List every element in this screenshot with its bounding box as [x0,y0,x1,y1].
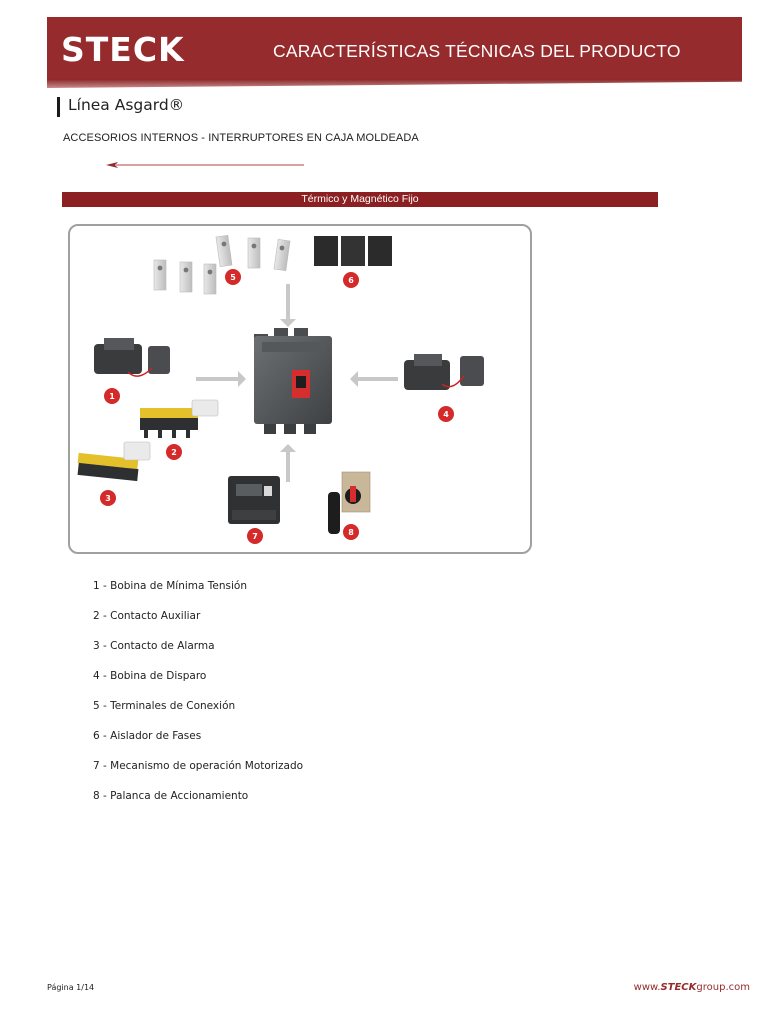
legend-item: 4 - Bobina de Disparo [93,670,207,682]
legend-item: 8 - Palanca de Accionamiento [93,790,249,802]
badge-7 [247,528,263,544]
url-suffix: group.com [696,982,750,993]
auxiliary-contact-image [140,400,218,438]
legend-item: 3 - Contacto de Alarma [93,640,215,652]
section-subtitle: ACCESORIOS INTERNOS - INTERRUPTORES EN CAJA MOLDEADA [63,132,419,144]
section-header-bar [62,192,658,207]
undervoltage-coil-image [94,338,170,376]
badge-1 [104,388,120,404]
product-line-marker [57,97,60,117]
badge-3 [100,490,116,506]
svg-text:7: 7 [252,532,258,541]
svg-text:4: 4 [443,410,449,419]
badge-5 [225,269,241,285]
svg-text:3: 3 [105,494,111,503]
badge-6 [343,272,359,288]
svg-text:2: 2 [171,448,177,457]
header-accent [47,79,742,88]
badge-2 [166,444,182,460]
section-title: Térmico y Magnético Fijo [301,193,419,205]
svg-text:6: 6 [348,276,354,285]
connection-terminals-image [154,235,290,294]
page-number: Página 1/14 [47,983,95,992]
legend-item: 1 - Bobina de Mínima Tensión [93,580,248,592]
svg-text:1: 1 [109,392,115,401]
brand-logo: STECK [61,30,185,69]
accessories-diagram [68,224,532,554]
product-line-name: Línea Asgard® [68,96,185,114]
legend-item: 7 - Mecanismo de operación Motorizado [93,760,304,772]
legend-item: 6 - Aislador de Fases [93,730,202,742]
page-title: CARACTERÍSTICAS TÉCNICAS DEL PRODUCTO [273,41,681,61]
motor-operator-image [228,476,280,524]
legend-item: 2 - Contacto Auxiliar [93,610,201,622]
shunt-trip-coil-image [404,354,484,390]
molded-case-breaker-image [254,328,332,434]
alarm-contact-image [78,442,150,481]
badge-4 [438,406,454,422]
svg-text:8: 8 [348,528,354,537]
legend-item: 5 - Terminales de Conexión [93,700,236,712]
badge-8 [343,524,359,540]
url-prefix: www. [633,982,661,993]
url-brand: STECK [660,982,697,993]
website-link[interactable] [634,982,750,993]
svg-text:5: 5 [230,273,236,282]
phase-insulators-image [314,236,392,266]
decorative-arrow [106,160,306,170]
